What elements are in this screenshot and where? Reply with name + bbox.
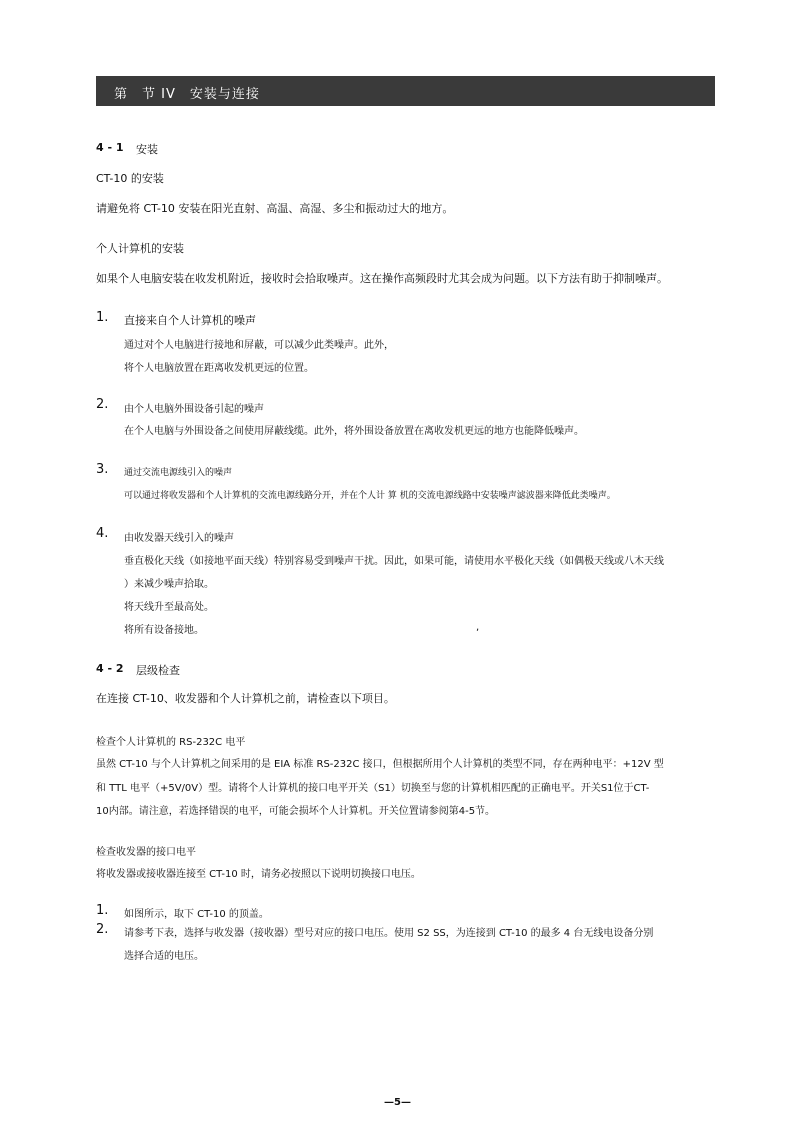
list-item-text: 在个人电脑与外围设备之间使用屏蔽线缆。此外，将外围设备放置在离收发机更远的地方也能降低噪声。 [124,426,584,437]
list-item-text: 将所有设备接地。 [124,625,204,636]
section-header-bar [96,76,715,106]
section-title-install: 安装 [136,143,158,156]
list-item-text: 垂直极化天线（如接地平面天线）特别容易受到噪声干扰。因此，如果可能，请使用水平极化天线（如偶极天线或八木天线 [124,556,664,567]
list-item-number: 4. [96,526,109,541]
step-number: 1. [96,903,109,918]
step-text: 请参考下表，选择与收发器（接收器）型号对应的接口电压。使用 S2 SS，为连接到 CT-10 的最多 4 台无线电设备分别 [124,928,654,939]
subheading-ct10-install: CT-10 的安装 [96,172,164,185]
list-item-text: ）来减少噪声拾取。 [124,579,214,590]
list-item-title: 由个人电脑外围设备引起的噪声 [124,404,264,415]
paragraph-pc-install: 如果个人电脑安装在收发机附近，接收时会拾取噪声。这在操作高频段时尤其会成为问题。以下方法有助于抑制噪声。 [96,272,668,285]
section-header-title: 第 节 IV 安装与连接 [114,87,260,102]
list-item-number: 1. [96,310,109,325]
section-number-4-2: 4 - 2 [96,662,124,675]
paragraph-rs232c-line: 虽然 CT-10 与个人计算机之间采用的是 EIA 标准 RS-232C 接口，但根据所用个人计算机的类型不同，存在两种电平：+12V 型 [96,759,664,770]
subheading-rs232c: 检查个人计算机的 RS-232C 电平 [96,737,246,748]
list-item-text: 可以通过将收发器和个人计算机的交流电源线路分开，并在个人计 算 机的交流电源线路中安装噪声滤波器来降低此类噪声。 [124,491,616,501]
list-item-text: 通过对个人电脑进行接地和屏蔽，可以减少此类噪声。此外， [124,340,394,351]
section-number-4-1: 4 - 1 [96,141,124,154]
paragraph-rs232c-line: 10内部。请注意，若选择错误的电平，可能会损坏个人计算机。开关位置请参阅第4-5节。 [96,806,496,817]
step-number: 2. [96,922,109,937]
list-item-text: 将天线升至最高处。 [124,602,214,613]
step-text: 如图所示，取下 CT-10 的顶盖。 [124,909,269,920]
list-item-title: 通过交流电源线引入的噪声 [124,468,233,478]
step-text: 选择合适的电压。 [124,951,204,962]
list-item-title: 由收发器天线引入的噪声 [124,533,234,544]
paragraph-ct10-install: 请避免将 CT-10 安装在阳光直射、高温、高湿、多尘和振动过大的地方。 [96,202,454,215]
subheading-transceiver-level: 检查收发器的接口电平 [96,847,196,858]
subheading-pc-install: 个人计算机的安装 [96,242,184,255]
list-item-number: 2. [96,397,109,412]
section-title-level-check: 层级检查 [136,664,180,677]
page-number: —5— [384,1097,411,1108]
stray-mark: , [476,622,480,633]
paragraph-transceiver-level: 将收发器或接收器连接至 CT-10 时，请务必按照以下说明切换接口电压。 [96,869,421,880]
paragraph-rs232c-line: 和 TTL 电平（+5V/0V）型。请将个人计算机的接口电平开关（S1）切换至与您的计算机相匹配的正确电平。开关S1位于CT- [96,783,650,794]
paragraph-level-check-intro: 在连接 CT-10、收发器和个人计算机之前，请检查以下项目。 [96,692,395,705]
list-item-title: 直接来自个人计算机的噪声 [124,314,256,327]
list-item-text: 将个人电脑放置在距离收发机更远的位置。 [124,363,314,374]
list-item-number: 3. [96,462,109,477]
